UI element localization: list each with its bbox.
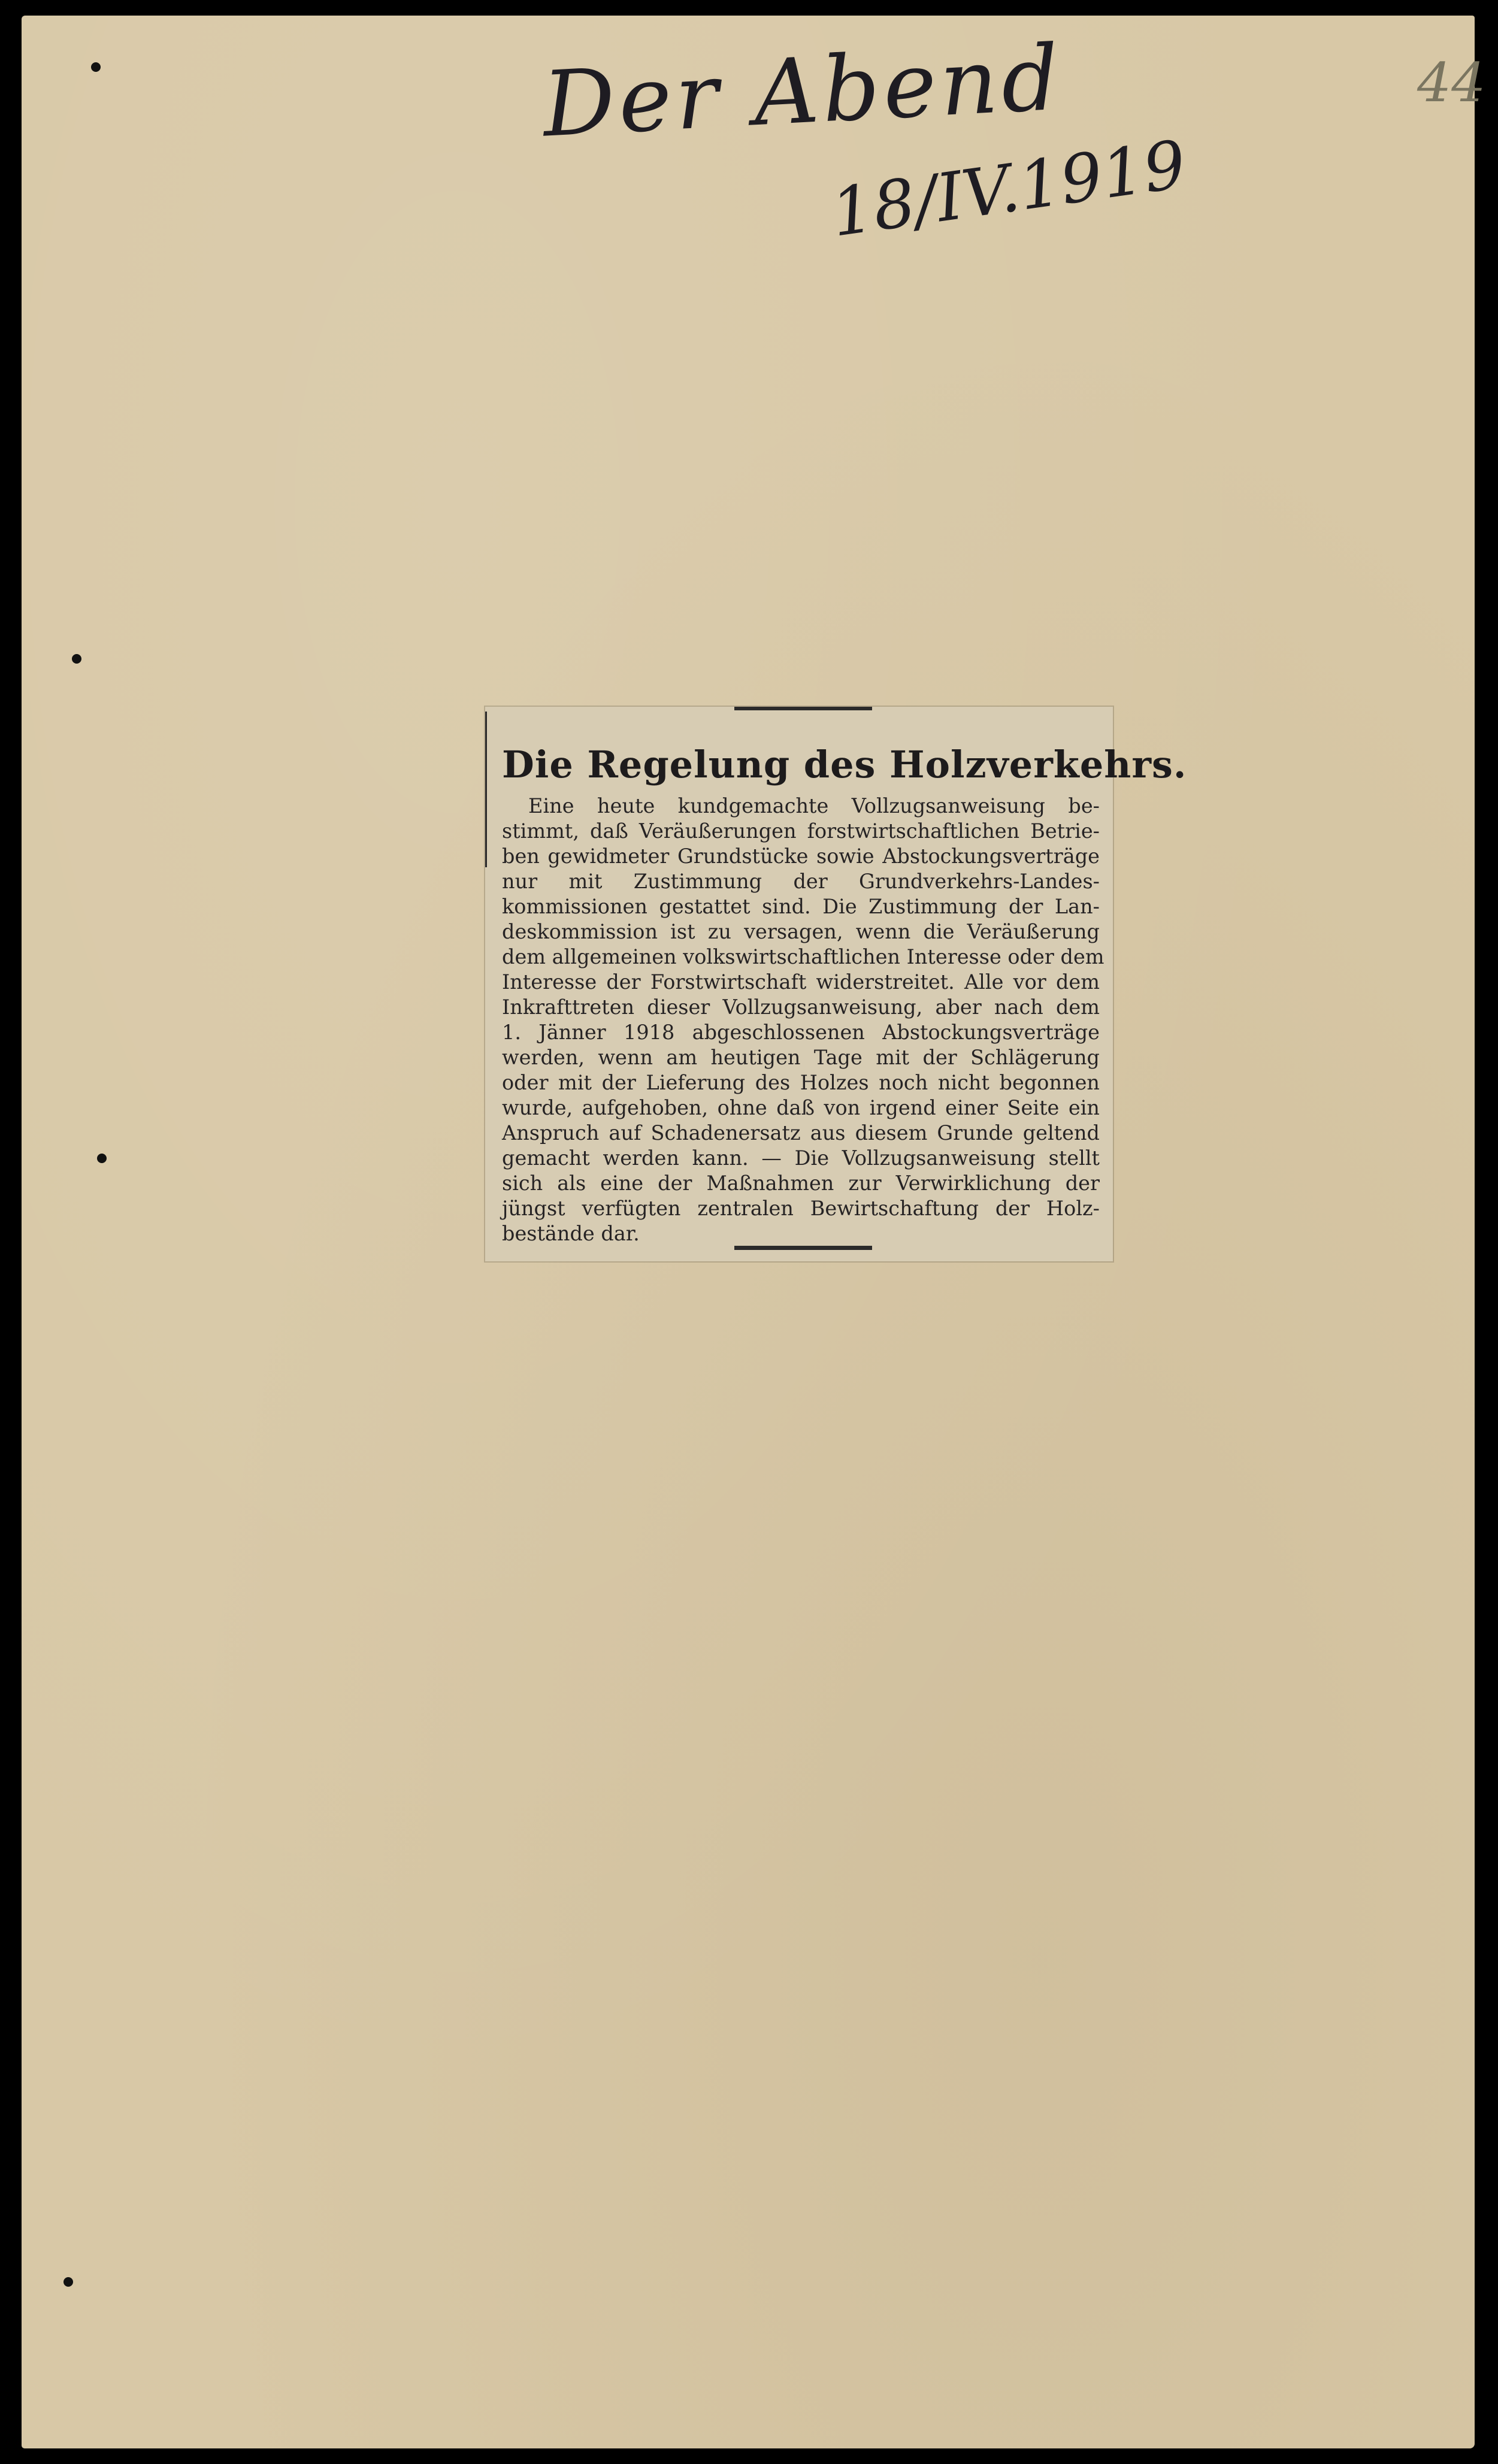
newspaper-clipping [485, 707, 1187, 1261]
body-line: Inkrafttreten dieser Vollzugsanweisung, aber nach dem [502, 995, 1100, 1019]
body-line: Anspruch auf Schadenersatz aus diesem Grunde geltend [502, 1121, 1100, 1145]
body-line: werden, wenn am heutigen Tage mit der Schlägerung [502, 1046, 1100, 1069]
body-line: nur mit Zustimmung der Grundverkehrs-Landes- [502, 870, 1100, 893]
punch-hole-upper-middle [72, 654, 81, 664]
handwritten-date: 18/IV.1919 [826, 126, 1191, 252]
body-line: sich als eine der Maßnahmen zur Verwirklichung der [502, 1172, 1100, 1195]
body-line: ben gewidmeter Grundstücke sowie Abstockungsverträge [502, 844, 1100, 868]
punch-hole-middle [97, 1154, 107, 1163]
body-line: stimmt, daß Veräußerungen forstwirtschaftlichen Betrie- [502, 819, 1100, 843]
body-line: kommissionen gestattet sind. Die Zustimmung der Lan- [502, 895, 1100, 918]
body-line: dem allgemeinen volkswirtschaftlichen Interesse oder dem [502, 945, 1104, 968]
body-line: Eine heute kundgemachte Vollzugsanweisung be- [528, 794, 1100, 818]
punch-hole-lower [63, 2277, 73, 2287]
clipping-body [502, 794, 1104, 1246]
folio-number: 44 [1417, 52, 1486, 114]
clipping-left-rule [485, 712, 487, 867]
body-line: oder mit der Lieferung des Holzes noch nicht begonnen [502, 1071, 1100, 1094]
body-line: wurde, aufgehoben, ohne daß von irgend einer Seite ein [502, 1096, 1100, 1119]
clipping-bottom-rule [734, 1246, 872, 1250]
body-line: bestände dar. [502, 1222, 640, 1245]
body-line: jüngst verfügten zentralen Bewirtschaftung der Holz- [502, 1197, 1100, 1220]
document-sheet [22, 16, 1486, 2448]
body-line: gemacht werden kann. — Die Vollzugsanweisung stellt [502, 1146, 1100, 1170]
clipping-top-rule [734, 707, 872, 710]
body-line: Interesse der Forstwirtschaft widerstreitet. Alle vor dem [502, 970, 1100, 994]
handwritten-newspaper-name: Der Abend [540, 26, 1066, 158]
body-line: deskommission ist zu versagen, wenn die Veräußerung [502, 920, 1100, 943]
clipping-headline: Die Regelung des Holzverkehrs. [502, 743, 1187, 786]
punch-hole-top [91, 62, 101, 72]
body-line: 1. Jänner 1918 abgeschlossenen Abstockungsverträge [502, 1021, 1100, 1044]
